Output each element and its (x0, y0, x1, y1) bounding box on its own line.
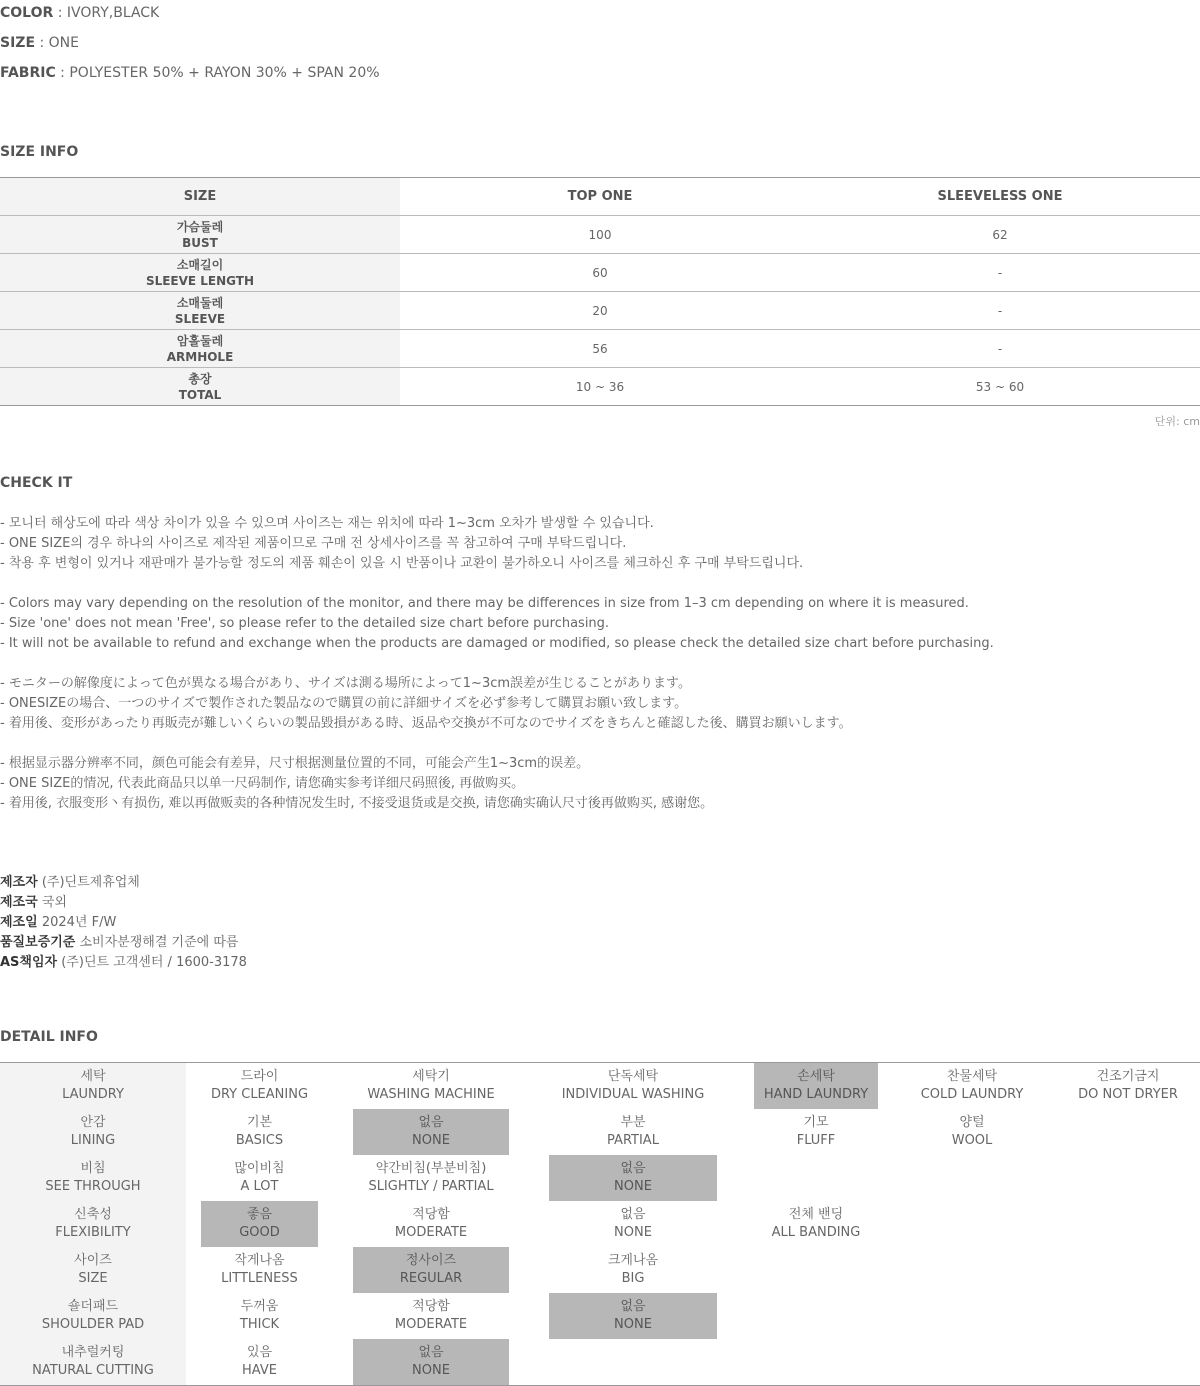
note-line: - 着用後, 衣服变形丶有损伤, 难以再做贩卖的各种情况发生时, 不接受退货或是交换, 请您确实确认尺寸後再做购买, 感谢您。 (0, 796, 714, 811)
detail-option-ko: 없음 (620, 1161, 646, 1176)
detail-option-ko: 적당함 (412, 1207, 450, 1222)
detail-option (201, 1339, 318, 1385)
detail-option-ko: 적당함 (412, 1299, 450, 1314)
detail-option-ko: 안감 (80, 1115, 106, 1130)
detail-option-en: A LOT (240, 1179, 279, 1194)
row-label (0, 292, 400, 330)
top-one-value: 100 (400, 216, 800, 254)
detail-option-en: PARTIAL (607, 1133, 659, 1148)
detail-option (353, 1063, 509, 1109)
maker-label: 제조국 (0, 895, 38, 910)
maker-info (0, 873, 247, 973)
detail-option-ko: 기모 (803, 1115, 829, 1130)
detail-option (549, 1063, 717, 1109)
detail-option-en: FLEXIBILITY (55, 1225, 131, 1240)
note-line: - Size 'one' does not mean 'Free', so please refer to the detailed size chart before purchasing. (0, 616, 610, 631)
detail-option (201, 1247, 318, 1293)
detail-option-ko: 양털 (959, 1115, 985, 1130)
detail-option-en: NONE (614, 1317, 652, 1332)
top-one-value: 10 ~ 36 (400, 368, 800, 406)
sleeveless-one-value: - (800, 254, 1200, 292)
detail-row-label (0, 1155, 186, 1201)
fabric-label: FABRIC (0, 65, 56, 81)
detail-row-label (0, 1201, 186, 1247)
maker-line (0, 933, 247, 953)
size-value: : ONE (35, 35, 79, 51)
detail-option-en: SEE THROUGH (45, 1179, 141, 1194)
detail-option-en: SLIGHTLY / PARTIAL (368, 1179, 494, 1194)
table-row (0, 292, 1200, 330)
detail-option-ko: 내추럴커팅 (61, 1345, 125, 1360)
maker-line (0, 953, 247, 973)
detail-option-en: SHOULDER PAD (41, 1317, 145, 1332)
sleeveless-one-col-header: SLEEVELESS ONE (800, 178, 1200, 216)
detail-option (1056, 1063, 1200, 1109)
note-line: - 모니터 해상도에 따라 색상 차이가 있을 수 있으며 사이즈는 재는 위치에 따라 1~3cm 오차가 발생할 수 있습니다. (0, 516, 654, 531)
detail-row-label (0, 1293, 186, 1339)
maker-value: (주)딘트 고객센터 / 1600-3178 (57, 955, 247, 970)
note-line: - 착용 후 변형이 있거나 재판매가 불가능할 정도의 제품 훼손이 있을 시 반품이나 교환이 불가하오니 사이즈를 체크하신 후 구매 부탁드립니다. (0, 556, 804, 571)
notes-group-chinese (0, 754, 994, 814)
size-info-title: SIZE INFO (0, 144, 79, 160)
detail-option-en: NATURAL CUTTING (32, 1363, 154, 1378)
detail-info-title: DETAIL INFO (0, 1029, 98, 1045)
size-col-header: SIZE (0, 178, 400, 216)
detail-option-en: COLD LAUNDRY (920, 1087, 1024, 1102)
top-one-value: 56 (400, 330, 800, 368)
sleeveless-one-value: 53 ~ 60 (800, 368, 1200, 406)
row-label-ko: 소매둘레 (176, 295, 224, 310)
detail-option-en: MODERATE (394, 1225, 468, 1240)
detail-option-ko: 건조기금지 (1096, 1069, 1160, 1084)
detail-row-label (0, 1063, 186, 1109)
notes-group-english (0, 594, 994, 654)
detail-option-ko: 찬물세탁 (946, 1069, 998, 1084)
detail-option-en: LAUNDRY (62, 1087, 124, 1102)
row-label-ko: 총장 (188, 371, 212, 386)
detail-option-en: BIG (621, 1271, 645, 1286)
row-label (0, 330, 400, 368)
row-label-en: SLEEVE LENGTH (145, 273, 255, 288)
detail-option (201, 1293, 318, 1339)
color-label: COLOR (0, 5, 54, 21)
maker-label: AS책임자 (0, 955, 58, 970)
detail-option-en: THICK (239, 1317, 280, 1332)
detail-option-en: REGULAR (399, 1271, 463, 1286)
detail-option-ko: 사이즈 (74, 1253, 112, 1268)
maker-label: 품질보증기준 (0, 935, 76, 950)
detail-option-en: FLUFF (796, 1133, 836, 1148)
detail-option-ko: 기본 (246, 1115, 273, 1130)
table-row (0, 216, 1200, 254)
detail-option-ko: 없음 (418, 1345, 444, 1360)
table-row (0, 254, 1200, 292)
detail-option-en: DRY CLEANING (210, 1087, 309, 1102)
detail-option-en: NONE (412, 1363, 450, 1378)
fabric-info (0, 64, 380, 82)
detail-option (201, 1201, 318, 1247)
detail-option-en: LINING (70, 1133, 116, 1148)
detail-row-label (0, 1109, 186, 1155)
detail-option-en: NONE (614, 1225, 652, 1240)
maker-label: 제조자 (0, 875, 38, 890)
detail-option (754, 1109, 878, 1155)
detail-option (549, 1201, 717, 1247)
sleeveless-one-value: - (800, 292, 1200, 330)
fabric-value: : POLYESTER 50% + RAYON 30% + SPAN 20% (55, 65, 380, 81)
detail-option (353, 1339, 509, 1385)
row-label (0, 254, 400, 292)
detail-option (549, 1109, 717, 1155)
detail-option-en: BASICS (235, 1133, 284, 1148)
row-label (0, 216, 400, 254)
notes-group-korean (0, 514, 994, 574)
note-line: - 着用後、変形があったり再販売が難しいくらいの製品毀損がある時、返品や交換が不可なのでサイズをきちんと確認した後、購買お願いします。 (0, 716, 852, 731)
color-info (0, 4, 159, 22)
detail-option-ko: 부분 (620, 1115, 646, 1130)
note-line: - ONE SIZE의 경우 하나의 사이즈로 제작된 제품이므로 구매 전 상세사이즈를 꼭 참고하여 구매 부탁드립니다. (0, 536, 627, 551)
detail-option (549, 1155, 717, 1201)
detail-option-en: WOOL (951, 1133, 993, 1148)
sleeveless-one-value: - (800, 330, 1200, 368)
detail-option (888, 1063, 1056, 1109)
detail-option-ko: 약간비침(부분비침) (375, 1161, 487, 1176)
detail-option-ko: 두꺼움 (240, 1299, 279, 1314)
detail-option-en: DO NOT DRYER (1078, 1087, 1178, 1102)
detail-option-ko: 단독세탁 (607, 1069, 659, 1084)
note-line: - ONESIZEの場合、一つのサイズで製作された製品なので購買の前に詳細サイズを必ず参考して購買お願い致します。 (0, 696, 688, 711)
detail-option (201, 1109, 318, 1155)
row-label (0, 368, 400, 406)
note-line: - モニターの解像度によって色が異なる場合があり、サイズは測る場所によって1~3cm誤差が生じることがあります。 (0, 676, 691, 691)
check-it-title: CHECK IT (0, 475, 73, 491)
note-line: - It will not be available to refund and exchange when the products are damaged or modified, so please check the detailed size chart before purchasing. (0, 636, 994, 651)
note-line: - 根据显示器分辨率不同，颜色可能会有差异，尺寸根据测量位置的不同，可能会产生1~3cm的误差。 (0, 756, 590, 771)
detail-option-en: SIZE (78, 1271, 108, 1286)
top-one-value: 20 (400, 292, 800, 330)
detail-option (754, 1063, 878, 1109)
maker-line (0, 873, 247, 893)
size-table (0, 177, 1200, 406)
detail-option-en: LITTLENESS (221, 1271, 298, 1286)
size-label: SIZE (0, 35, 36, 51)
row-label-en: BUST (182, 235, 218, 250)
detail-option-en: MODERATE (394, 1317, 468, 1332)
detail-option-ko: 작게나옴 (234, 1253, 285, 1268)
detail-option-en: INDIVIDUAL WASHING (561, 1087, 705, 1102)
row-label-en: SLEEVE (174, 311, 226, 326)
maker-value: 2024년 F/W (37, 915, 117, 930)
unit-label: 단위: cm (1154, 415, 1200, 428)
color-value: : IVORY,BLACK (53, 5, 160, 21)
detail-option-ko: 손세탁 (797, 1069, 835, 1084)
detail-option-en: HAND LAUNDRY (763, 1087, 869, 1102)
detail-row-label (0, 1339, 186, 1385)
maker-line (0, 913, 247, 933)
detail-option-en: ALL BANDING (771, 1225, 861, 1240)
detail-option-ko: 신축성 (74, 1207, 112, 1222)
detail-option (549, 1293, 717, 1339)
detail-option (353, 1293, 509, 1339)
row-label-ko: 암홀둘레 (176, 333, 224, 348)
note-line: - Colors may vary depending on the resolution of the monitor, and there may be differences in size from 1–3 cm depending on where it is measured. (0, 596, 969, 611)
maker-line (0, 893, 247, 913)
sleeveless-one-value: 62 (800, 216, 1200, 254)
note-line: - ONE SIZE的情况, 代表此商品只以单一尺码制作, 请您确实参考详细尺码照後, 再做购买。 (0, 776, 525, 791)
maker-value: 소비자분쟁해결 기준에 따름 (75, 935, 239, 950)
detail-option-ko: 비침 (80, 1161, 106, 1176)
detail-option-en: NONE (412, 1133, 450, 1148)
detail-option-ko: 세탁 (80, 1069, 106, 1084)
check-it-notes (0, 514, 994, 834)
detail-option-ko: 좋음 (246, 1207, 273, 1222)
detail-option-ko: 없음 (418, 1115, 444, 1130)
detail-option (201, 1063, 318, 1109)
maker-value: 국외 (37, 895, 67, 910)
detail-option (353, 1109, 509, 1155)
notes-group-japanese (0, 674, 994, 734)
detail-option-ko: 세탁기 (412, 1069, 450, 1084)
detail-option-ko: 많이비침 (234, 1161, 285, 1176)
detail-option-en: WASHING MACHINE (367, 1087, 495, 1102)
detail-option-ko: 숄더패드 (67, 1299, 119, 1314)
size-info-line (0, 34, 79, 52)
table-row (0, 330, 1200, 368)
maker-label: 제조일 (0, 915, 38, 930)
row-label-en: ARMHOLE (166, 349, 234, 364)
size-table-header (0, 178, 1200, 216)
detail-option-en: NONE (614, 1179, 652, 1194)
row-label-ko: 소매길이 (176, 257, 224, 272)
detail-option (353, 1155, 509, 1201)
detail-option-ko: 전체 밴딩 (788, 1207, 844, 1222)
detail-option-ko: 크게나옴 (607, 1253, 659, 1268)
row-label-en: TOTAL (178, 387, 222, 402)
top-one-value: 60 (400, 254, 800, 292)
detail-row-label (0, 1247, 186, 1293)
detail-option (888, 1109, 1056, 1155)
detail-option-ko: 정사이즈 (405, 1253, 457, 1268)
top-one-col-header: TOP ONE (400, 178, 800, 216)
detail-option-ko: 없음 (620, 1299, 646, 1314)
table-row (0, 368, 1200, 406)
detail-option (353, 1247, 509, 1293)
detail-option-en: GOOD (239, 1225, 280, 1240)
detail-option-ko: 있음 (246, 1345, 273, 1360)
detail-info-table (0, 1062, 1200, 1386)
detail-option (201, 1155, 318, 1201)
detail-option-en: HAVE (242, 1363, 277, 1378)
row-label-ko: 가슴둘레 (176, 219, 224, 234)
detail-option-ko: 드라이 (240, 1069, 279, 1084)
detail-option (353, 1201, 509, 1247)
detail-option (754, 1201, 878, 1247)
maker-value: (주)딘트제휴업체 (37, 875, 140, 890)
detail-option-ko: 없음 (620, 1207, 646, 1222)
detail-option (549, 1247, 717, 1293)
